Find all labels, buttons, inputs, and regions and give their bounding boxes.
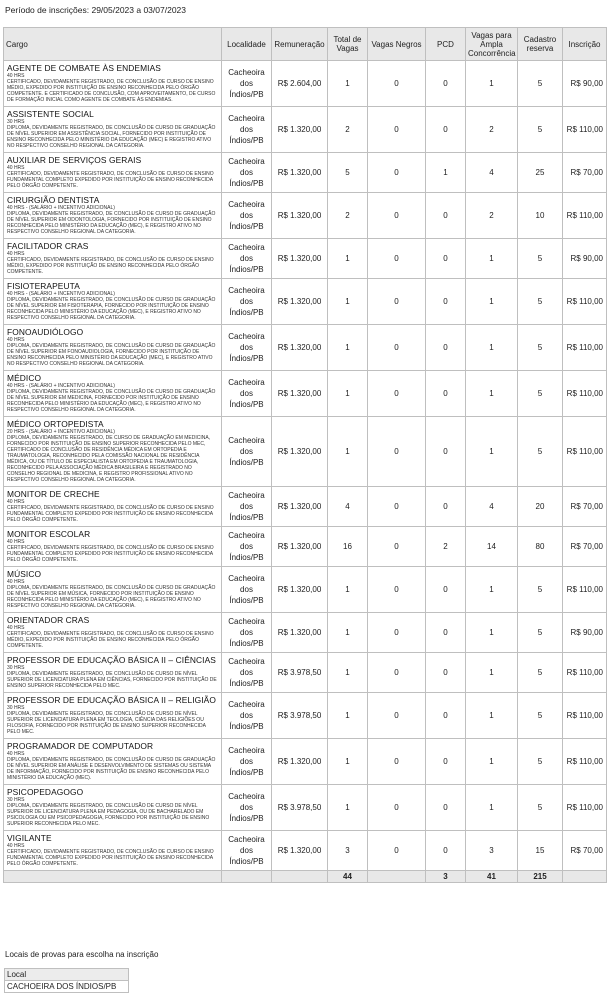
cargo-cell xyxy=(4,417,222,487)
localidade-cell: Cacheoira dos Índios/PB xyxy=(222,693,272,739)
table-row xyxy=(4,417,607,487)
table-row xyxy=(4,567,607,613)
total-vagas-cell: 2 xyxy=(328,107,368,153)
vagas-negros-cell: 0 xyxy=(368,193,426,239)
vagas-negros-cell: 0 xyxy=(368,567,426,613)
localidade-cell: Cacheoira dos Índios/PB xyxy=(222,239,272,279)
pcd-cell: 2 xyxy=(426,527,466,567)
remuneracao-cell: R$ 1.320,00 xyxy=(272,527,328,567)
pcd-cell: 0 xyxy=(426,325,466,371)
cadastro-reserva-cell: 10 xyxy=(518,193,563,239)
total-vagas-cell: 1 xyxy=(328,279,368,325)
cargo-hours: 40 HRS xyxy=(7,843,25,849)
table-row xyxy=(4,785,607,831)
ampla-concorrencia-cell: 1 xyxy=(466,239,518,279)
remuneracao-cell: R$ 3.978,50 xyxy=(272,785,328,831)
table-row xyxy=(4,325,607,371)
total-vagas-cell: 1 xyxy=(328,613,368,653)
vagas-negros-cell: 0 xyxy=(368,785,426,831)
localidade-cell: Cacheoira dos Índios/PB xyxy=(222,193,272,239)
totals-label xyxy=(4,871,222,883)
cargo-cell xyxy=(4,193,222,239)
cargo-cell xyxy=(4,487,222,527)
cargo-cell xyxy=(4,61,222,107)
remuneracao-cell: R$ 1.320,00 xyxy=(272,417,328,487)
total-vagas-cell: 4 xyxy=(328,487,368,527)
total-vagas-cell: 1 xyxy=(328,417,368,487)
remuneracao-cell: R$ 1.320,00 xyxy=(272,371,328,417)
localidade-cell: Cacheoira dos Índios/PB xyxy=(222,417,272,487)
inscricao-cell: R$ 90,00 xyxy=(563,239,607,279)
localidade-cell: Cacheoira dos Índios/PB xyxy=(222,487,272,527)
cadastro-reserva-cell: 25 xyxy=(518,153,563,193)
cargo-cell xyxy=(4,693,222,739)
cargo-hours: 40 HRS - (SALÁRIO + INCENTIVO ADICIONAL) xyxy=(7,291,115,297)
total-vagas-cell: 5 xyxy=(328,153,368,193)
cargo-cell xyxy=(4,653,222,693)
cargo-cell xyxy=(4,153,222,193)
localidade-cell: Cacheoira dos Índios/PB xyxy=(222,371,272,417)
pcd-cell: 0 xyxy=(426,693,466,739)
table-row xyxy=(4,831,607,871)
ampla-concorrencia-cell: 4 xyxy=(466,487,518,527)
pcd-cell: 0 xyxy=(426,371,466,417)
col-vagas-negros: Vagas Negros xyxy=(368,28,426,61)
ampla-concorrencia-cell: 1 xyxy=(466,61,518,107)
cadastro-reserva-cell: 5 xyxy=(518,61,563,107)
total-vagas-cell: 1 xyxy=(328,371,368,417)
ampla-concorrencia-cell: 2 xyxy=(466,107,518,153)
cadastro-reserva-cell: 80 xyxy=(518,527,563,567)
cargo-cell xyxy=(4,325,222,371)
total-vagas-cell: 1 xyxy=(328,693,368,739)
inscricao-cell: R$ 70,00 xyxy=(563,831,607,871)
cargo-hours: 40 HRS xyxy=(7,499,25,505)
vagas-negros-cell: 0 xyxy=(368,739,426,785)
cargo-hours: 30 HRS xyxy=(7,705,25,711)
localidade-cell: Cacheoira dos Índios/PB xyxy=(222,739,272,785)
cargo-hours: 40 HRS xyxy=(7,751,25,757)
total-vagas-cell: 3 xyxy=(328,831,368,871)
ampla-concorrencia-cell: 14 xyxy=(466,527,518,567)
exam-locations-title: Locais de provas para escolha na inscrição xyxy=(5,950,159,959)
remuneracao-cell: R$ 3.978,50 xyxy=(272,653,328,693)
ampla-concorrencia-cell: 1 xyxy=(466,693,518,739)
total-vagas-cell: 1 xyxy=(328,739,368,785)
col-cadastro-reserva: Cadastro reserva xyxy=(518,28,563,61)
cargo-name: FISIOTERAPEUTA xyxy=(7,281,80,291)
remuneracao-cell: R$ 1.320,00 xyxy=(272,153,328,193)
localidade-cell: Cacheoira dos Índios/PB xyxy=(222,613,272,653)
pcd-cell: 0 xyxy=(426,831,466,871)
cadastro-reserva-cell: 5 xyxy=(518,239,563,279)
exam-location-item: CACHOEIRA DOS ÍNDIOS/PB xyxy=(5,981,129,993)
table-row xyxy=(4,279,607,325)
remuneracao-cell: R$ 1.320,00 xyxy=(272,613,328,653)
cargo-cell xyxy=(4,107,222,153)
ampla-concorrencia-cell: 4 xyxy=(466,153,518,193)
total-vagas-sum: 44 xyxy=(328,871,368,883)
cargo-cell xyxy=(4,371,222,417)
ampla-concorrencia-cell: 1 xyxy=(466,279,518,325)
cargo-hours: 40 HRS - (SALÁRIO + INCENTIVO ADICIONAL) xyxy=(7,205,115,211)
cargo-requirements: CERTIFICADO, DEVIDAMENTE REGISTRADO, DE CONCLUSÃO DE CURSO DE ENSINO FUNDAMENTAL COMPLETO EXPEDIDO POR INSTITUIÇÃO DE ENSINO RECONHECIDA PELO ÓRGÃO COMPETENTE. xyxy=(7,171,214,189)
pcd-cell: 0 xyxy=(426,567,466,613)
cargo-cell xyxy=(4,567,222,613)
cargo-requirements: CERTIFICADO, DEVIDAMENTE REGISTRADO, DE CONCLUSÃO DE CURSO DE ENSINO MÉDIO, EXPEDIDO POR INSTITUIÇÃO DE ENSINO RECONHECIDA PELO ÓRGÃO COMPETENTE. xyxy=(7,257,214,275)
pcd-cell: 0 xyxy=(426,487,466,527)
pcd-cell: 0 xyxy=(426,613,466,653)
ampla-concorrencia-cell: 1 xyxy=(466,371,518,417)
totals-row xyxy=(4,871,607,883)
cargo-hours: 30 HRS xyxy=(7,665,25,671)
vagas-negros-cell: 0 xyxy=(368,487,426,527)
cadastro-reserva-cell: 5 xyxy=(518,693,563,739)
cargo-requirements: DIPLOMA, DEVIDAMENTE REGISTRADO, DE CONCLUSÃO DE CURSO DE NÍVEL SUPERIOR DE LICENCIATURA PLENA EM CIÊNCIAS, FORNECIDO POR INSTITUIÇÃO DE ENSINO SUPERIOR RECONHECIDA PELO MEC. xyxy=(7,671,217,689)
remuneracao-cell: R$ 1.320,00 xyxy=(272,739,328,785)
cargo-name: MONITOR DE CRECHE xyxy=(7,489,100,499)
cargo-name: PROFESSOR DE EDUCAÇÃO BÁSICA II – CIÊNCIAS xyxy=(7,655,216,665)
exam-locations-table xyxy=(4,968,129,993)
ampla-concorrencia-cell: 1 xyxy=(466,785,518,831)
cargo-hours: 40 HRS xyxy=(7,251,25,257)
cargo-requirements: DIPLOMA, DEVIDAMENTE REGISTRADO, DE CONCLUSÃO DE CURSO DE GRADUAÇÃO DE NÍVEL SUPERIOR EM FONOAUDIOLOGIA, FORNECIDO POR INSTITUIÇÃO DE ENSINO RECONHECIDA PELO MINISTÉRIO DA EDUCAÇÃO (MEC), E REGISTRO ATIVO NO RESPECTIVO CONSELHO REGIONAL DA CATEGORIA. xyxy=(7,343,216,367)
pcd-cell: 0 xyxy=(426,193,466,239)
total-pcd-sum: 3 xyxy=(426,871,466,883)
vagas-negros-cell: 0 xyxy=(368,693,426,739)
cargo-name: FACILITADOR CRAS xyxy=(7,241,89,251)
cargo-name: VIGILANTE xyxy=(7,833,52,843)
inscricao-cell: R$ 70,00 xyxy=(563,487,607,527)
inscricao-cell: R$ 90,00 xyxy=(563,61,607,107)
vagas-negros-cell: 0 xyxy=(368,325,426,371)
total-ampla-sum: 41 xyxy=(466,871,518,883)
pcd-cell: 0 xyxy=(426,239,466,279)
vagas-negros-cell: 0 xyxy=(368,371,426,417)
total-cadastro-sum: 215 xyxy=(518,871,563,883)
localidade-cell: Cacheoira dos Índios/PB xyxy=(222,153,272,193)
vagas-negros-cell: 0 xyxy=(368,831,426,871)
vagas-negros-cell: 0 xyxy=(368,239,426,279)
cargo-requirements: DIPLOMA, DEVIDAMENTE REGISTRADO, DE CONCLUSÃO DE CURSO DE GRADUAÇÃO DE NÍVEL SUPERIOR EM MEDICINA, FORNECIDO POR INSTITUIÇÃO DE ENSINO RECONHECIDA PELO MINISTÉRIO DA EDUCAÇÃO (MEC), E REGISTRO ATIVO NO RESPECTIVO CONSELHO REGIONAL DA CATEGORIA. xyxy=(7,389,216,413)
col-localidade: Localidade xyxy=(222,28,272,61)
table-row xyxy=(4,693,607,739)
pcd-cell: 0 xyxy=(426,279,466,325)
table-header-row xyxy=(4,28,607,61)
inscricao-cell: R$ 70,00 xyxy=(563,527,607,567)
table-row xyxy=(4,107,607,153)
cargo-requirements: DIPLOMA, DEVIDAMENTE REGISTRADO, DE CONCLUSÃO DE CURSO DE GRADUAÇÃO DE NÍVEL SUPERIOR EM ASSISTÊNCIA SOCIAL, FORNECIDO POR INSTITUIÇÃO DE ENSINO RECONHECIDA PELO MINISTÉRIO DA EDUCAÇÃO (MEC) E REGISTRO ATIVO NO RESPECTIVO CONSELHO REGIONAL DA CATEGORIA. xyxy=(7,125,216,149)
cargo-hours: 40 HRS xyxy=(7,625,25,631)
cargo-requirements: CERTIFICADO, DEVIDAMENTE REGISTRADO, DE CONCLUSÃO DE CURSO DE ENSINO FUNDAMENTAL COMPLETO EXPEDIDO POR INSTITUIÇÃO DE ENSINO RECONHECIDA PELO ÓRGÃO COMPETENTE. xyxy=(7,545,214,563)
cargo-requirements: DIPLOMA, DEVIDAMENTE REGISTRADO, DE CONCLUSÃO DE CURSO DE GRADUAÇÃO DE NÍVEL SUPERIOR EM ODONTOLOGIA, FORNECIDO POR INSTITUIÇÃO DE ENSINO RECONHECIDA PELO MINISTÉRIO DA EDUCAÇÃO (MEC), E REGISTRO ATIVO NO RESPECTIVO CONSELHO REGIONAL DA CATEGORIA. xyxy=(7,211,216,235)
vagas-negros-cell: 0 xyxy=(368,153,426,193)
cadastro-reserva-cell: 5 xyxy=(518,653,563,693)
localidade-cell: Cacheoira dos Índios/PB xyxy=(222,527,272,567)
total-vagas-cell: 1 xyxy=(328,325,368,371)
cargo-name: ASSISTENTE SOCIAL xyxy=(7,109,94,119)
col-ampla-concorrencia: Vagas para Ampla Concorrência xyxy=(466,28,518,61)
col-pcd: PCD xyxy=(426,28,466,61)
pcd-cell: 0 xyxy=(426,653,466,693)
table-row xyxy=(4,61,607,107)
cadastro-reserva-cell: 5 xyxy=(518,567,563,613)
cargo-hours: 40 HRS xyxy=(7,539,25,545)
col-cargo: Cargo xyxy=(4,28,222,61)
cargo-name: CIRURGIÃO DENTISTA xyxy=(7,195,100,205)
cargo-requirements: CERTIFICADO, DEVIDAMENTE REGISTRADO, DE CONCLUSÃO DE CURSO DE ENSINO FUNDAMENTAL COMPLETO EXPEDIDO POR INSTITUIÇÃO DE ENSINO RECONHECIDA PELO ÓRGÃO COMPETENTE. xyxy=(7,849,214,867)
cadastro-reserva-cell: 5 xyxy=(518,739,563,785)
registration-period: Período de inscrições: 29/05/2023 a 03/07/2023 xyxy=(5,5,186,15)
remuneracao-cell: R$ 3.978,50 xyxy=(272,693,328,739)
vagas-negros-cell: 0 xyxy=(368,653,426,693)
cargo-hours: 40 HRS xyxy=(7,337,25,343)
inscricao-cell: R$ 110,00 xyxy=(563,417,607,487)
inscricao-cell: R$ 110,00 xyxy=(563,279,607,325)
cargo-hours: 40 HRS - (SALÁRIO + INCENTIVO ADICIONAL) xyxy=(7,383,115,389)
ampla-concorrencia-cell: 2 xyxy=(466,193,518,239)
ampla-concorrencia-cell: 3 xyxy=(466,831,518,871)
cargo-requirements: DIPLOMA, DEVIDAMENTE REGISTRADO, DE CONCLUSÃO DE CURSO DE GRADUAÇÃO DE NÍVEL SUPERIOR EM FISIOTERAPIA, FORNECIDO POR INSTITUIÇÃO DE ENSINO RECONHECIDA PELO MINISTÉRIO DA EDUCAÇÃO (MEC), E REGISTRO ATIVO NO RESPECTIVO CONSELHO REGIONAL DA CATEGORIA. xyxy=(7,297,216,321)
col-inscricao: Inscrição xyxy=(563,28,607,61)
cargo-hours: 40 HRS xyxy=(7,579,25,585)
table-row xyxy=(4,527,607,567)
inscricao-cell: R$ 110,00 xyxy=(563,193,607,239)
total-vagas-cell: 1 xyxy=(328,653,368,693)
inscricao-cell: R$ 110,00 xyxy=(563,567,607,613)
cargo-requirements: DIPLOMA, DEVIDAMENTE REGISTRADO, DE CURSO DE GRADUAÇÃO EM MEDICINA, FORNECIDO POR INSTITUIÇÃO DE ENSINO SUPERIOR RECONHECIDA PELO MEC, CERTIFICADO DE CONCLUSÃO DE RESIDÊNCIA MÉDICA EM ORTOPEDIA E TRAUMATOLOGIA, RECONHECIDO PELA COMISSÃO NACIONAL DE RESIDÊNCIA MÉDICA, OU DE TÍTULO DE ESPECIALISTA EM ORTOPEDIA E TRAUMATOLOGIA, RECONHECIDO PELA ASSOCIAÇÃO MÉDICA BRASILEIRA E REGISTRADO NO CONSELHO REGIONAL DE MEDICINA, E REGISTRO PROFISSIONAL ATIVO NO RESPECTIVO CONSELHO REGIONAL DA CATEGORIA. xyxy=(7,435,211,483)
cargo-cell xyxy=(4,785,222,831)
remuneracao-cell: R$ 1.320,00 xyxy=(272,107,328,153)
cargo-name: MÚSICO xyxy=(7,569,42,579)
vagas-negros-cell: 0 xyxy=(368,61,426,107)
inscricao-cell: R$ 110,00 xyxy=(563,693,607,739)
cadastro-reserva-cell: 15 xyxy=(518,831,563,871)
cargo-name: AGENTE DE COMBATE ÀS ENDEMIAS xyxy=(7,63,161,73)
cargo-cell xyxy=(4,527,222,567)
cargo-name: MONITOR ESCOLAR xyxy=(7,529,91,539)
inscricao-cell: R$ 90,00 xyxy=(563,613,607,653)
ampla-concorrencia-cell: 1 xyxy=(466,567,518,613)
table-row xyxy=(4,153,607,193)
vagas-negros-cell: 0 xyxy=(368,279,426,325)
cargo-requirements: CERTIFICADO, DEVIDAMENTE REGISTRADO, DE CONCLUSÃO DE CURSO DE ENSINO FUNDAMENTAL COMPLETO EXPEDIDO POR INSTITUIÇÃO DE ENSINO RECONHECIDA PELO ÓRGÃO COMPETENTE. xyxy=(7,505,214,523)
cargo-cell xyxy=(4,279,222,325)
localidade-cell: Cacheoira dos Índios/PB xyxy=(222,785,272,831)
localidade-cell: Cacheoira dos Índios/PB xyxy=(222,653,272,693)
localidade-cell: Cacheoira dos Índios/PB xyxy=(222,325,272,371)
remuneracao-cell: R$ 1.320,00 xyxy=(272,487,328,527)
total-vagas-cell: 1 xyxy=(328,61,368,107)
cargo-cell xyxy=(4,613,222,653)
table-row xyxy=(4,739,607,785)
table-row xyxy=(4,653,607,693)
col-remuneracao: Remuneração xyxy=(272,28,328,61)
inscricao-cell: R$ 110,00 xyxy=(563,107,607,153)
cadastro-reserva-cell: 5 xyxy=(518,325,563,371)
cargo-name: MÉDICO xyxy=(7,373,42,383)
table-row xyxy=(4,239,607,279)
cargo-name: ORIENTADOR CRAS xyxy=(7,615,90,625)
vagas-negros-cell: 0 xyxy=(368,527,426,567)
cargo-requirements: DIPLOMA, DEVIDAMENTE REGISTRADO, DE CONCLUSÃO DE CURSO DE GRADUAÇÃO DE NÍVEL SUPERIOR EM ANÁLISE E DESENVOLVIMENTO DE SISTEMAS OU SISTEMA DE INFORMAÇÃO, FORNECIDO POR INSTITUIÇÃO DE ENSINO RECONHECIDA PELO MINISTÉRIO DA EDUCAÇÃO (MEC). xyxy=(7,757,216,781)
positions-table xyxy=(3,27,607,883)
remuneracao-cell: R$ 1.320,00 xyxy=(272,193,328,239)
cargo-cell xyxy=(4,739,222,785)
total-vagas-cell: 16 xyxy=(328,527,368,567)
cargo-name: AUXILIAR DE SERVIÇOS GERAIS xyxy=(7,155,142,165)
cadastro-reserva-cell: 5 xyxy=(518,279,563,325)
table-row xyxy=(4,371,607,417)
inscricao-cell: R$ 110,00 xyxy=(563,785,607,831)
cargo-requirements: CERTIFICADO, DEVIDAMENTE REGISTRADO, DE CONCLUSÃO DE CURSO DE ENSINO MÉDIO, EXPEDIDO POR INSTITUIÇÃO DE ENSINO RECONHECIDA PELO ÓRGÃO COMPETENTE. xyxy=(7,631,214,649)
pcd-cell: 0 xyxy=(426,739,466,785)
localidade-cell: Cacheoira dos Índios/PB xyxy=(222,61,272,107)
cargo-name: PROFESSOR DE EDUCAÇÃO BÁSICA II – RELIGIÃO xyxy=(7,695,216,705)
remuneracao-cell: R$ 1.320,00 xyxy=(272,567,328,613)
cargo-name: PROGRAMADOR DE COMPUTADOR xyxy=(7,741,154,751)
cargo-name: MÉDICO ORTOPEDISTA xyxy=(7,419,104,429)
inscricao-cell: R$ 70,00 xyxy=(563,153,607,193)
cargo-name: PSICOPEDAGOGO xyxy=(7,787,84,797)
vagas-negros-cell: 0 xyxy=(368,107,426,153)
inscricao-cell: R$ 110,00 xyxy=(563,371,607,417)
pcd-cell: 0 xyxy=(426,785,466,831)
inscricao-cell: R$ 110,00 xyxy=(563,739,607,785)
col-total-vagas: Total de Vagas xyxy=(328,28,368,61)
cargo-requirements: DIPLOMA, DEVIDAMENTE REGISTRADO, DE CONCLUSÃO DE CURSO DE NÍVEL SUPERIOR DE LICENCIATURA PLENA EM PEDAGOGIA, OU DE BACHARELADO EM PSICOLOGIA OU EM PSICOPEDAGOGIA, FORNECIDO POR INSTITUIÇÃO DE ENSINO SUPERIOR RECONHECIDA PELO MEC. xyxy=(7,803,210,827)
total-vagas-cell: 1 xyxy=(328,567,368,613)
total-vagas-cell: 1 xyxy=(328,785,368,831)
ampla-concorrencia-cell: 1 xyxy=(466,613,518,653)
cargo-requirements: DIPLOMA, DEVIDAMENTE REGISTRADO, DE CONCLUSÃO DE CURSO DE GRADUAÇÃO DE NÍVEL SUPERIOR EM MÚSICA, FORNECIDO POR INSTITUIÇÃO DE ENSINO RECONHECIDA PELO MINISTÉRIO DA EDUCAÇÃO (MEC), E REGISTRO ATIVO NO RESPECTIVO CONSELHO REGIONAL DA CATEGORIA. xyxy=(7,585,216,609)
pcd-cell: 1 xyxy=(426,153,466,193)
table-row xyxy=(4,487,607,527)
cargo-cell xyxy=(4,239,222,279)
ampla-concorrencia-cell: 1 xyxy=(466,417,518,487)
cadastro-reserva-cell: 5 xyxy=(518,107,563,153)
cargo-requirements: CERTIFICADO, DEVIDAMENTE REGISTRADO, DE CONCLUSÃO DE CURSO DE ENSINO MÉDIO, EXPEDIDO POR INSTITUIÇÃO DE ENSINO RECONHECIDA PELO ÓRGÃO COMPETENTE. E CERTIFICADO DE CONCLUSÃO, COM APROVEITAMENTO, DE CURSO DE FORMAÇÃO INICIAL COMO AGENTE DE COMBATE ÀS ENDEMIAS. xyxy=(7,79,216,103)
cadastro-reserva-cell: 20 xyxy=(518,487,563,527)
localidade-cell: Cacheoira dos Índios/PB xyxy=(222,831,272,871)
ampla-concorrencia-cell: 1 xyxy=(466,653,518,693)
exam-locations-header: Local xyxy=(5,969,129,981)
pcd-cell: 0 xyxy=(426,417,466,487)
localidade-cell: Cacheoira dos Índios/PB xyxy=(222,279,272,325)
cadastro-reserva-cell: 5 xyxy=(518,613,563,653)
vagas-negros-cell: 0 xyxy=(368,417,426,487)
remuneracao-cell: R$ 1.320,00 xyxy=(272,279,328,325)
pcd-cell: 0 xyxy=(426,61,466,107)
vagas-negros-cell: 0 xyxy=(368,613,426,653)
cargo-hours: 40 HRS xyxy=(7,73,25,79)
remuneracao-cell: R$ 1.320,00 xyxy=(272,831,328,871)
localidade-cell: Cacheoira dos Índios/PB xyxy=(222,567,272,613)
localidade-cell: Cacheoira dos Índios/PB xyxy=(222,107,272,153)
table-row xyxy=(4,193,607,239)
cargo-hours: 20 HRS - (SALÁRIO + INCENTIVO ADICIONAL) xyxy=(7,429,115,435)
total-vagas-cell: 2 xyxy=(328,193,368,239)
inscricao-cell: R$ 110,00 xyxy=(563,325,607,371)
remuneracao-cell: R$ 1.320,00 xyxy=(272,325,328,371)
cargo-hours: 30 HRS xyxy=(7,797,25,803)
cargo-requirements: DIPLOMA, DEVIDAMENTE REGISTRADO, DE CONCLUSÃO DE CURSO DE NÍVEL SUPERIOR DE LICENCIATURA PLENA EM TEOLOGIA, CIÊNCIA DAS RELIGIÕES OU FILOSOFIA, FORNECIDO POR INSTITUIÇÃO DE ENSINO SUPERIOR RECONHECIDA PELO MEC. xyxy=(7,711,206,735)
cargo-cell xyxy=(4,831,222,871)
total-vagas-cell: 1 xyxy=(328,239,368,279)
ampla-concorrencia-cell: 1 xyxy=(466,739,518,785)
pcd-cell: 0 xyxy=(426,107,466,153)
ampla-concorrencia-cell: 1 xyxy=(466,325,518,371)
cargo-hours: 40 HRS xyxy=(7,165,25,171)
cargo-name: FONOAUDIÓLOGO xyxy=(7,327,84,337)
cadastro-reserva-cell: 5 xyxy=(518,371,563,417)
table-row xyxy=(4,613,607,653)
cadastro-reserva-cell: 5 xyxy=(518,417,563,487)
remuneracao-cell: R$ 1.320,00 xyxy=(272,239,328,279)
cargo-hours: 30 HRS xyxy=(7,119,25,125)
inscricao-cell: R$ 110,00 xyxy=(563,653,607,693)
remuneracao-cell: R$ 2.604,00 xyxy=(272,61,328,107)
cadastro-reserva-cell: 5 xyxy=(518,785,563,831)
